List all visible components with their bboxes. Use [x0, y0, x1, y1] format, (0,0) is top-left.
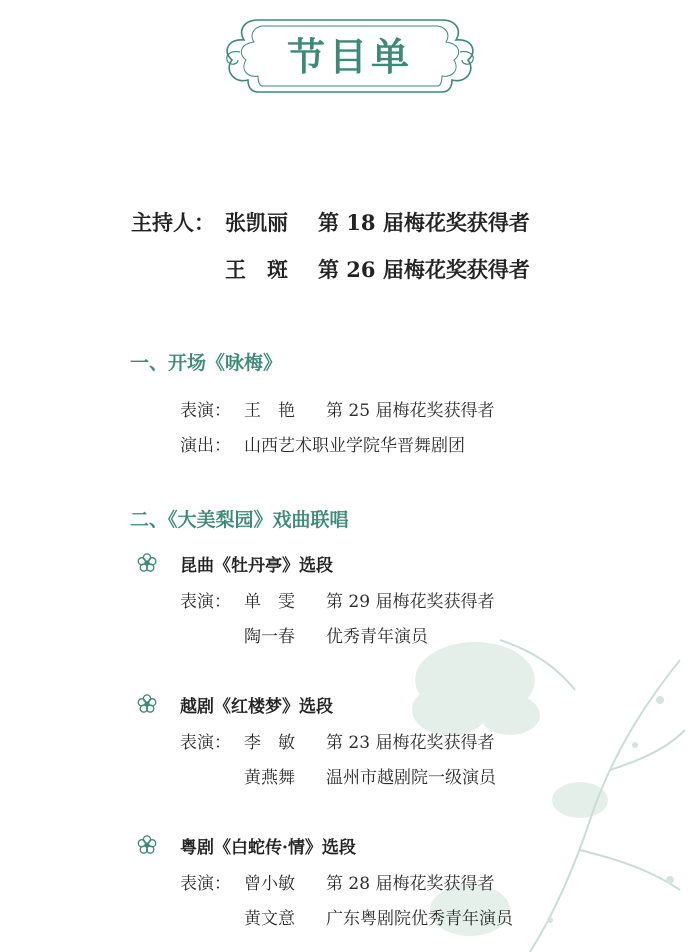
performer-name: 李 敏 — [244, 733, 295, 753]
program-line — [0, 869, 690, 893]
line-label: 表演： — [180, 733, 231, 753]
performer-name: 黄燕舞 — [244, 768, 295, 788]
item-title-yueju-cantonese: 粤剧《白蛇传·情》选段 — [180, 838, 356, 858]
plum-flower-icon — [137, 694, 157, 714]
troupe-name: 山西艺术职业学院华晋舞剧团 — [244, 436, 465, 456]
program-line — [0, 728, 690, 752]
line-label: 表演： — [180, 874, 231, 894]
plum-flower-icon — [137, 553, 157, 573]
performer-desc: 优秀青年演员 — [326, 627, 428, 647]
performer-desc: 第 29 届梅花奖获得者 — [326, 592, 495, 612]
section-heading-opening: 一、开场《咏梅》 — [130, 352, 283, 374]
program-line — [0, 587, 690, 611]
host-name: 王 斑 — [225, 257, 288, 282]
program-line — [0, 396, 690, 420]
line-label: 表演： — [180, 401, 231, 421]
performer-desc: 广东粤剧院优秀青年演员 — [326, 909, 513, 929]
program-line — [0, 904, 690, 928]
program-line — [0, 763, 690, 787]
item-title-yueju: 越剧《红楼梦》选段 — [180, 697, 333, 717]
performer-name: 曾小敏 — [244, 874, 295, 894]
performer-desc: 第 28 届梅花奖获得者 — [326, 874, 495, 894]
performer-name: 黄文意 — [244, 909, 295, 929]
plum-flower-icon — [137, 835, 157, 855]
program-line — [0, 622, 690, 646]
page-title: 节目单 — [286, 34, 413, 79]
host-honor: 第 18 届梅花奖获得者 — [318, 210, 530, 235]
performer-name: 陶一春 — [244, 627, 295, 647]
line-label: 表演： — [180, 592, 231, 612]
performer-desc: 温州市越剧院一级演员 — [326, 768, 496, 788]
host-row-2 — [0, 254, 690, 282]
line-label: 演出： — [180, 436, 231, 456]
performer-name: 单 雯 — [244, 592, 295, 612]
section-heading-medley: 二、《大美梨园》戏曲联唱 — [130, 509, 349, 531]
performer-name: 王 艳 — [244, 401, 295, 421]
performer-desc: 第 25 届梅花奖获得者 — [326, 401, 495, 421]
item-title-kunqu: 昆曲《牡丹亭》选段 — [180, 556, 333, 576]
host-honor: 第 26 届梅花奖获得者 — [318, 257, 530, 282]
performer-desc: 第 23 届梅花奖获得者 — [326, 733, 495, 753]
host-row-1 — [0, 207, 690, 235]
program-line — [0, 431, 690, 455]
host-name: 张凯丽 — [225, 210, 288, 235]
host-label: 主持人： — [131, 210, 215, 235]
